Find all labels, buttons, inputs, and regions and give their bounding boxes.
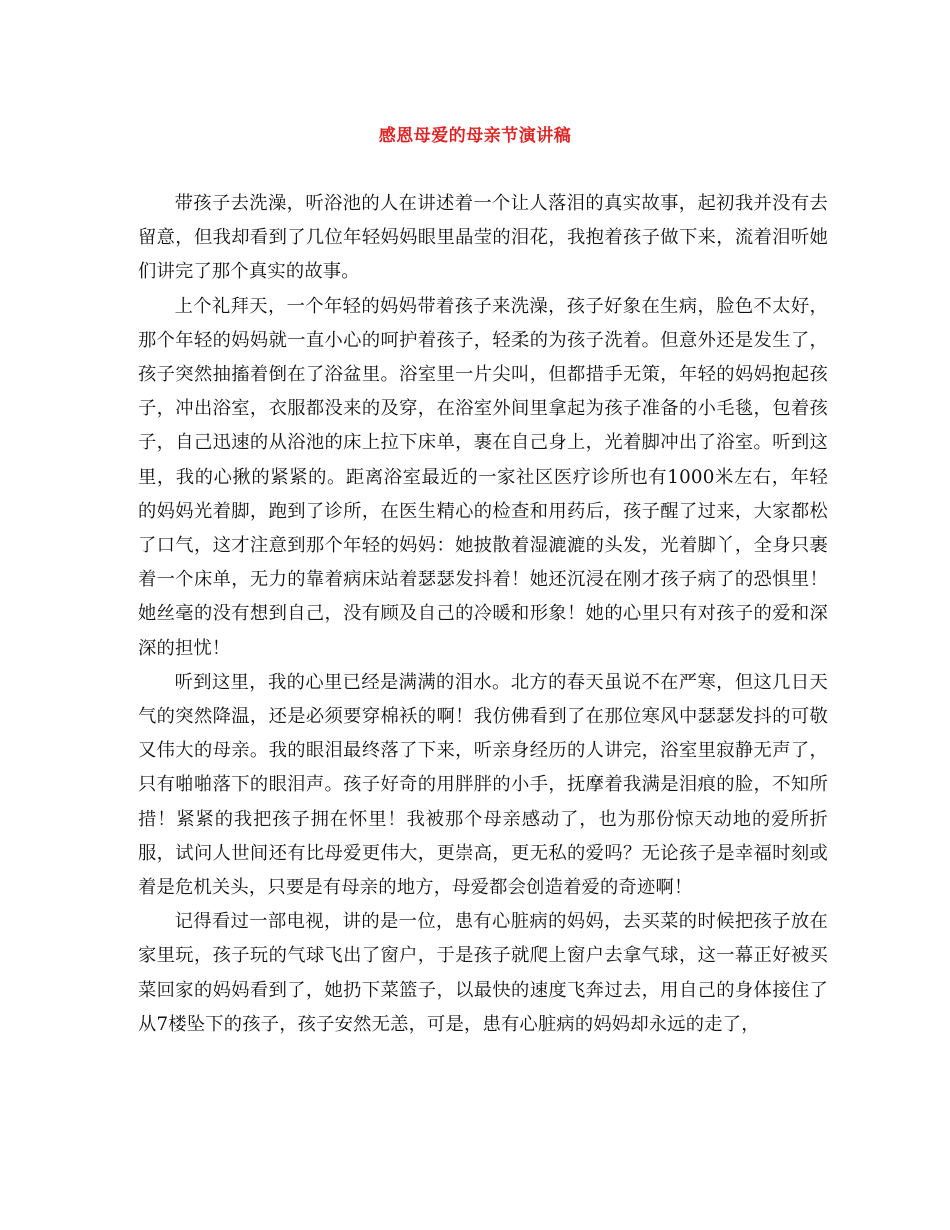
document-title: 感恩母爱的母亲节演讲稿: [378, 126, 572, 146]
paragraph-2: 上个礼拜天，一个年轻的妈妈带着孩子来洗澡，孩子好象在生病，脸色不太好，那个年轻的妈妈就一直小心的呵护着孩子，轻柔的为孩子洗着。但意外还是发生了，孩子突然抽搐着倒在了浴盆里。浴室里一片尖叫，但都措手无策，年轻的妈妈抱起孩子，冲出浴室，衣服都没来的及穿，在浴室外间里拿起为孩子准备的小毛毯，包着孩子，自己迅速的从浴池的床上拉下床单，裹在自己身上，光着脚冲出了浴室。听到这里，我的心揪的紧紧的。距离浴室最近的一家社区医疗诊所也有1000米左右，年轻的妈妈光着脚，跑到了诊所，在医生精心的检查和用药后，孩子醒了过来，大家都松了口气，这才注意到那个年轻的妈妈：她披散着湿漉漉的头发，光着脚丫，全身只裹着一个床单，无力的靠着病床站着瑟瑟发抖着！她还沉浸在刚才孩子病了的恐惧里！她丝毫的没有想到自己，没有顾及自己的冷暖和形象！她的心里只有对孩子的爱和深深的担忧！: [138, 295, 828, 659]
paragraph-3: 听到这里，我的心里已经是满满的泪水。北方的春天虽说不在严寒，但这几日天气的突然降温，还是必须要穿棉袄的啊！我仿佛看到了在那位寒风中瑟瑟发抖的可敬又伟大的母亲。我的眼泪最终落了下来，听亲身经历的人讲完，浴室里寂静无声了，只有啪啪落下的眼泪声。孩子好奇的用胖胖的小手，抚摩着我满是泪痕的脸，不知所措！紧紧的我把孩子拥在怀里！我被那个母亲感动了，也为那份惊天动地的爱所折服，试问人世间还有比母爱更伟大，更崇高，更无私的爱吗？无论孩子是幸福时刻或着是危机关头，只要是有母亲的地方，母爱都会创造着爱的奇迹啊！: [138, 671, 828, 899]
document-body: [138, 187, 828, 1042]
paragraph-4: 记得看过一部电视，讲的是一位，患有心脏病的妈妈，去买菜的时候把孩子放在家里玩，孩子玩的气球飞出了窗户，于是孩子就爬上窗户去拿气球，这一幕正好被买菜回家的妈妈看到了，她扔下菜篮子，以最快的速度飞奔过去，用自己的身体接住了从7楼坠下的孩子，孩子安然无恙，可是，患有心脏病的妈妈却永远的走了，: [138, 911, 828, 1035]
paragraph-1: 带孩子去洗澡，听浴池的人在讲述着一个让人落泪的真实故事，起初我并没有去留意，但我却看到了几位年轻妈妈眼里晶莹的泪花，我抱着孩子做下来，流着泪听她们讲完了那个真实的故事。: [138, 193, 828, 283]
